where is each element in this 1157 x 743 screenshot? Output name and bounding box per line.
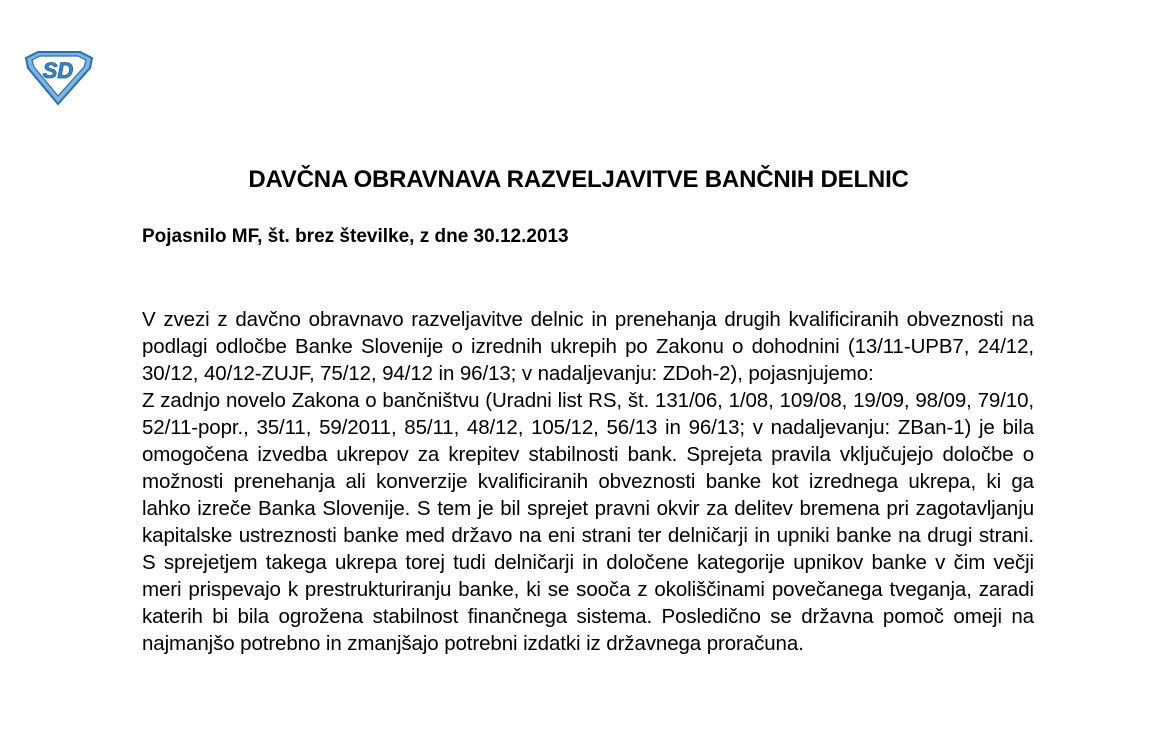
document-body <box>142 306 1034 657</box>
document-subtitle: Pojasnilo MF, št. brez številke, z dne 30.12.2013 <box>142 226 569 247</box>
sd-logo-icon <box>22 50 96 106</box>
document-title: DAVČNA OBRAVNAVA RAZVELJAVITVE BANČNIH DELNIC <box>248 166 909 193</box>
paragraph-main: Z zadnjo novelo Zakona o bančništvu (Uradni list RS, št. 131/06, 1/08, 109/08, 19/09, 98/09, 79/10, 52/11-popr., 35/11, 59/2011, 85/11, 48/12, 105/12, 56/13 in 96/13; v nadaljevanju: ZBan-1) je bila omogočena izvedba ukrepov za krepitev stabilnosti bank. Sprejeta pravila vključujejo določbe o možnosti prenehanja ali konverzije kvalificiranih obveznosti banke kot izrednega ukrepa, ki ga lahko izreče Banka Slovenije. S tem je bil sprejet pravni okvir za delitev bremena pri zagotavljanju kapitalske ustreznosti banke med državo na eni strani ter delničarji in upniki banke na drugi strani. S sprejetjem takega ukrepa torej tudi delničarji in določene kategorije upnikov banke v čim večji meri prispevajo k prestrukturiranju banke, ki se sooča z okoliščinami povečanega tveganja, zaradi katerih bi bila ogrožena stabilnost finančnega sistema. Posledično se državna pomoč omeji na najmanjšo potrebno in zmanjšajo potrebni izdatki iz državnega proračuna. <box>142 389 1034 655</box>
paragraph-intro: V zvezi z davčno obravnavo razveljavitve delnic in prenehanja drugih kvalificiranih obveznosti na podlagi odločbe Banke Slovenije o izrednih ukrepih po Zakonu o dohodnini (13/11-UPB7, 24/12, 30/12, 40/12-ZUJF, 75/12, 94/12 in 96/13; v nadaljevanju: ZDoh-2), pojasnjujemo: <box>142 308 1034 385</box>
logo-text: SD <box>42 58 74 83</box>
